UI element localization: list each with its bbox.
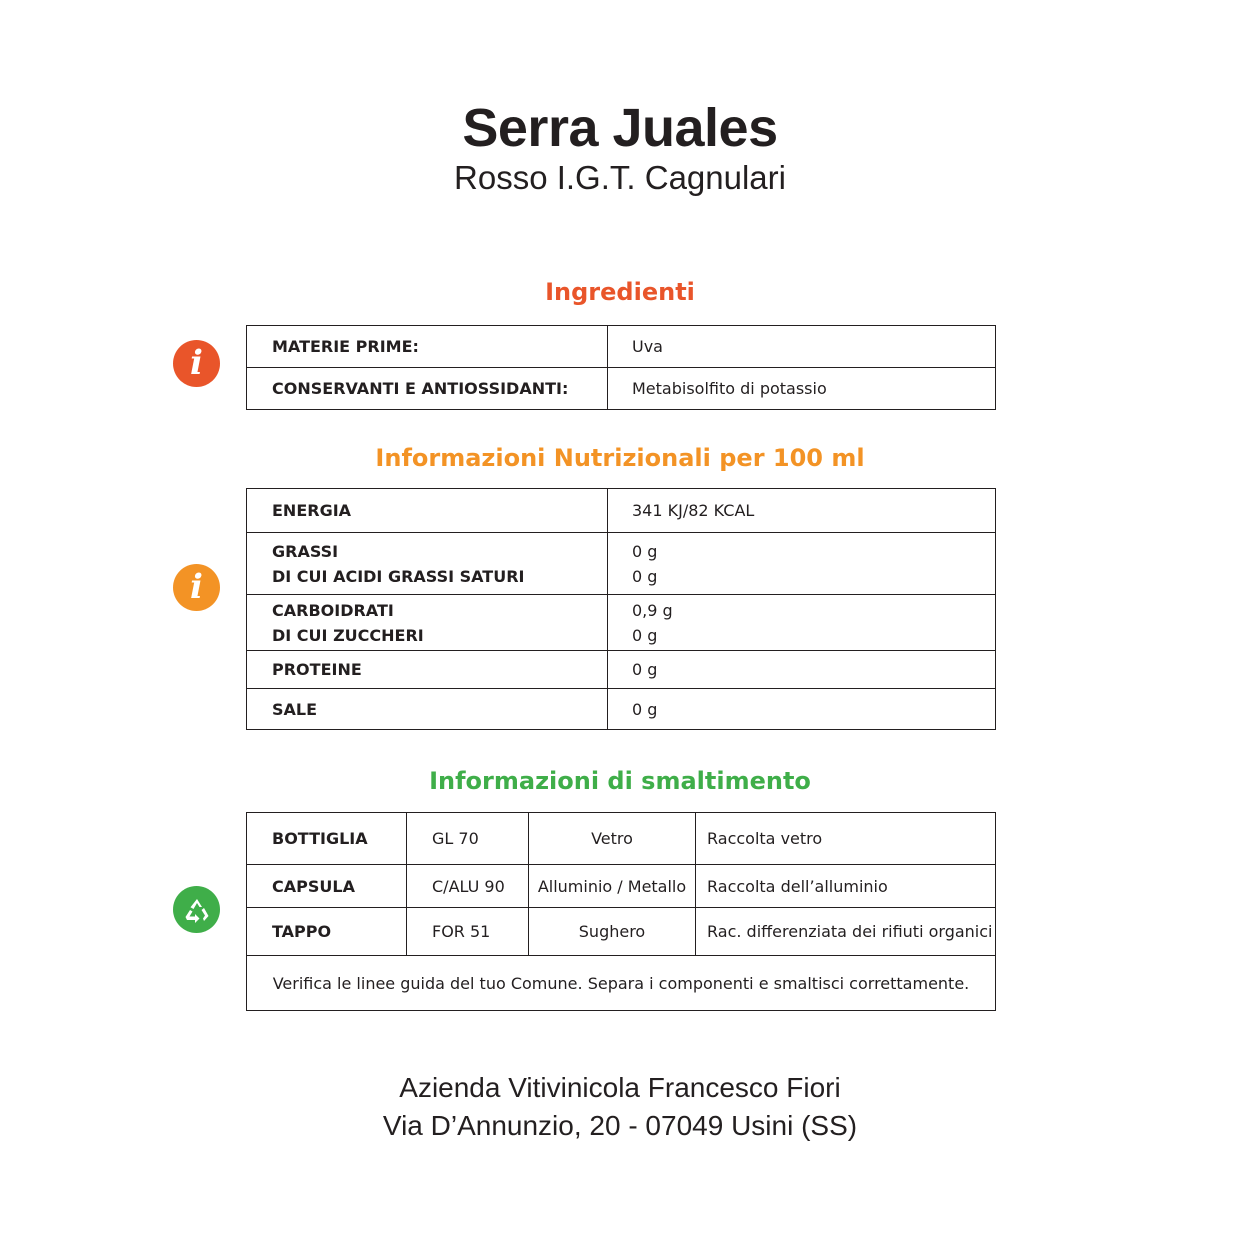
product-subtitle: Rosso I.G.T. Cagnulari (454, 159, 786, 196)
component-collection: Raccolta vetro (696, 813, 996, 865)
nutrient-sub-value: 0 g (632, 625, 658, 645)
table-row (247, 326, 996, 368)
component-code: FOR 51 (407, 908, 529, 956)
nutrient-value: 0,9 g (632, 600, 673, 620)
table-row (247, 489, 996, 533)
info-icon: i (173, 564, 220, 611)
nutrient-value: 0 g (608, 689, 996, 730)
recycle-glyph (181, 894, 213, 926)
component-code: C/ALU 90 (407, 865, 529, 908)
nutrition-title: Informazioni Nutrizionali per 100 ml (375, 444, 865, 472)
ingredient-label: MATERIE PRIME: (247, 326, 608, 368)
table-row (247, 595, 996, 651)
nutrition-table (246, 488, 996, 730)
ingredient-value: Uva (608, 326, 996, 368)
ingredient-value: Metabisolfito di potassio (608, 368, 996, 410)
table-row (247, 865, 996, 908)
component-material: Vetro (529, 813, 696, 865)
disposal-table (246, 812, 996, 1011)
table-row (247, 689, 996, 730)
product-title: Serra Juales (462, 98, 778, 158)
nutrient-sub-label: DI CUI ACIDI GRASSI SATURI (272, 566, 525, 586)
component-collection: Raccolta dell’alluminio (696, 865, 996, 908)
component-material: Sughero (529, 908, 696, 956)
table-row (247, 908, 996, 956)
ingredient-label: CONSERVANTI E ANTIOSSIDANTI: (247, 368, 608, 410)
company-name: Azienda Vitivinicola Francesco Fiori (399, 1072, 841, 1103)
component-material: Alluminio / Metallo (529, 865, 696, 908)
table-row (247, 813, 996, 865)
nutrient-sub-value: 0 g (632, 566, 658, 586)
ingredients-title: Ingredienti (545, 278, 695, 306)
nutrient-value: 341 KJ/82 KCAL (608, 489, 996, 533)
nutrient-label: GRASSI (272, 541, 339, 561)
recycle-icon (173, 886, 220, 933)
table-row (247, 533, 996, 595)
component-name: TAPPO (247, 908, 407, 956)
disposal-note: Verifica le linee guida del tuo Comune. Separa i componenti e smaltisci correttamente. (247, 956, 996, 1011)
component-name: BOTTIGLIA (247, 813, 407, 865)
nutrient-value: 0 g (632, 541, 658, 561)
disposal-title: Informazioni di smaltimento (429, 767, 811, 795)
nutrient-label: SALE (247, 689, 608, 730)
nutrient-value: 0 g (608, 651, 996, 689)
table-row (247, 956, 996, 1011)
component-name: CAPSULA (247, 865, 407, 908)
table-row (247, 368, 996, 410)
ingredients-table (246, 325, 996, 410)
info-icon: i (173, 340, 220, 387)
nutrient-label: ENERGIA (247, 489, 608, 533)
nutrient-label: PROTEINE (247, 651, 608, 689)
nutrient-sub-label: DI CUI ZUCCHERI (272, 625, 424, 645)
table-row (247, 651, 996, 689)
company-address: Via D’Annunzio, 20 - 07049 Usini (SS) (382, 1110, 858, 1141)
component-collection: Rac. differenziata dei rifiuti organici (696, 908, 996, 956)
component-code: GL 70 (407, 813, 529, 865)
nutrient-label: CARBOIDRATI (272, 600, 394, 620)
